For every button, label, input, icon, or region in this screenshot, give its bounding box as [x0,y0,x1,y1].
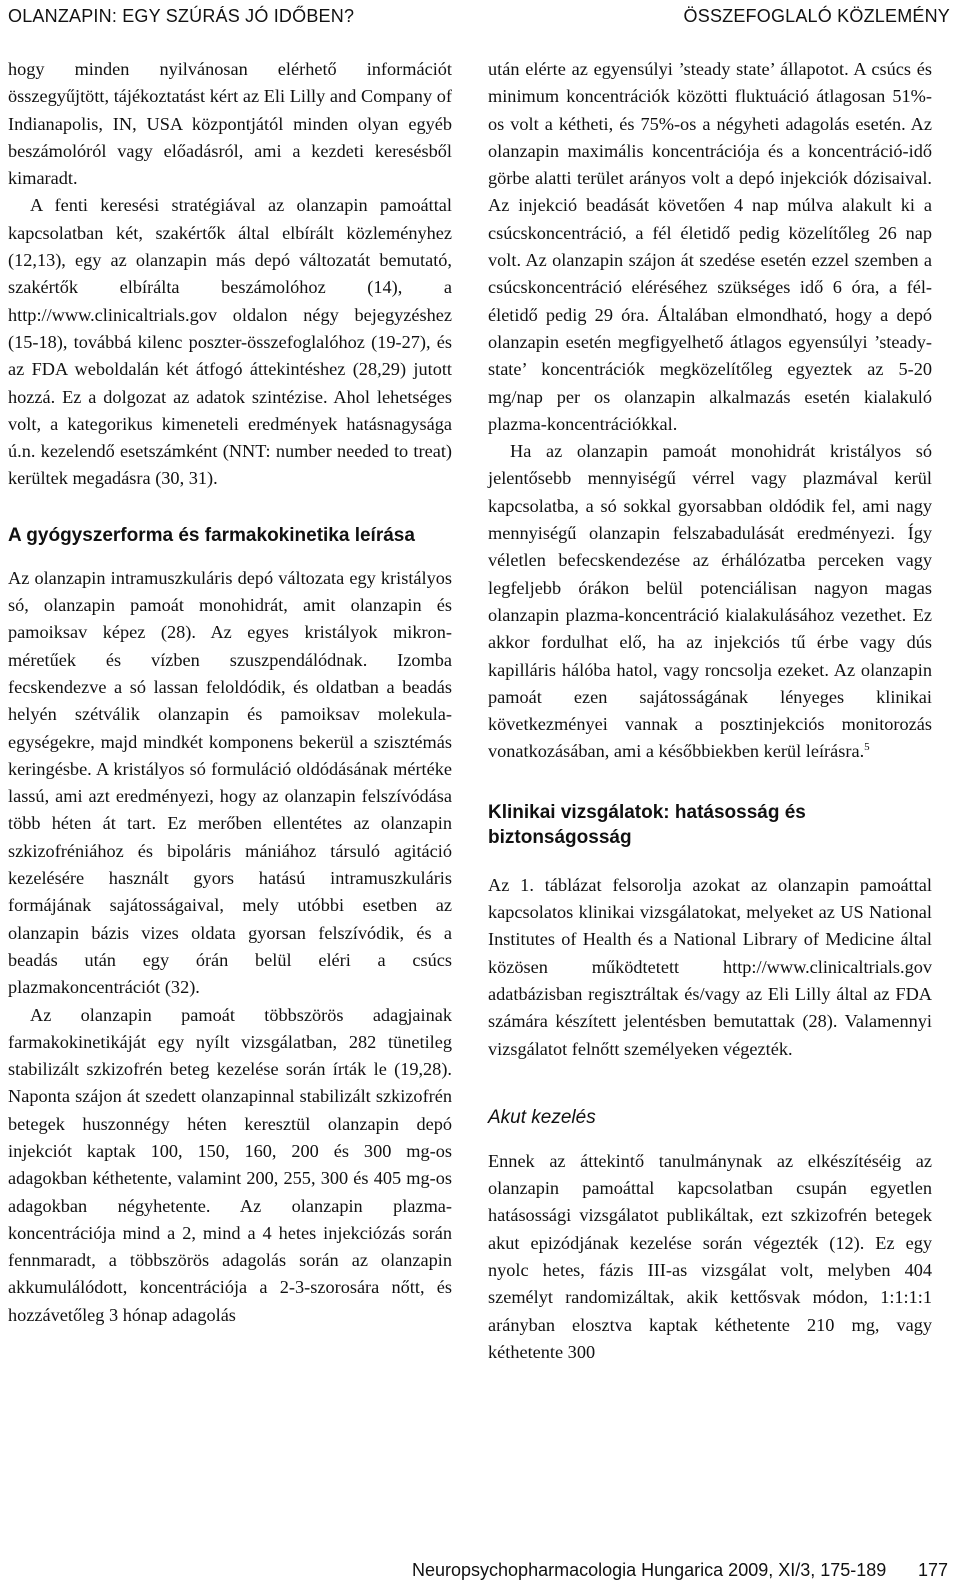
footnote-reference: 5 [864,741,870,754]
paragraph-injection-risk [488,438,932,766]
right-column [488,56,932,1366]
section-heading-formulation: A gyógyszerforma és farmakokinetika leírása [8,524,415,546]
paragraph-search-info: hogy minden nyilvánosan elérhető információt összegyűjtött, tájékoztatást kért az Eli Lilly and Company of Indianapolis, IN, USA központjától minden olyan egyéb beszámolóról vagy előadásról, ami a kezdeti keresésből kimaradt. [8,59,452,189]
paragraph-formulation: Az olanzapin intramuszkuláris depó változata egy kristályos só, olanzapin pamoát monohidrát, amit olanzapin és pamoiksav képez (28). Az egyes kristályok mikron-méretűek és vízben szuszpendálódnak. Izomba fecskendezve a só lassan feloldódik, és oldatban a beadás helyén szétválik olanzapin és pamoiksav molekula-egységekre, majd mindkét komponens bekerül a szisztémás keringésbe. A kristályos só formuláció oldódásának mértéke lassú, ami azt eredményezi, hogy az olanzapin felszívódása több héten át tart. Ez merőben ellentétes az olanzapin szkizofréniához és bipoláris mániához társuló agitáció kezelésére használt gyors hatású intramuszkuláris formájának sajátosságaival, mely utóbbi esetben az olanzapin bázis vizes oldata gyorsan felszívódik, és a beadás után egy órán belül eléri a csúcs plazmakoncentrációt (32). [8,567,452,998]
footer-journal-citation: Neuropsychopharmacologia Hungarica 2009, XI/3, 175-189 [412,1560,887,1580]
page-number: 177 [917,1560,948,1580]
paragraph-injection-risk-text: Ha az olanzapin pamoát monohidrát kristályos só jelentősebb mennyiségű vérrel vagy plazmával kerül kapcsolatba, a só sokkal gyorsabban oldódik fel, ami nagy mennyiségű olanzapin felszabadulását eredményezi. Így véletlen befecskendezése az érhálózatba perceken vagy legfeljebb órákon belül potenciálisan nagyon magas olanzapin plazma-koncentráció kialakulásához vezethet. Ez akkor fordulhat elő, ha az injekciós tű érbe vagy dús kapilláris hálóba hatol, vagy roncsolja ezeket. Az olanzapin pamoát ezen sajátosságának lényeges klinikai következményei vannak a posztinjekciós monitorozás vonatkozásában, ami a későbbiekben kerül leírásra. [488,441,932,762]
left-column [8,56,452,1329]
paragraph-acute-treatment: Ennek az áttekintő tanulmánynak az elkészítéséig az olanzapin pamoáttal kapcsolatban csupán egyetlen hatásossági vizsgálatot publikáltak, ezt szkizofrén betegek akut epizódjának kezelése során végezték (12). Ez egy nyolc hetes, fázis III-as vizsgálat volt, melyben 404 személyt randomizáltak, akik kettősvak módon, 1:1:1:1 arányban elosztva kaptak kéthetente 210 mg, vagy kéthetente 300 [488,1150,932,1362]
running-head-section: ÖSSZEFOGLALÓ KÖZLEMÉNY [683,6,950,26]
running-head-title: OLANZAPIN: EGY SZÚRÁS JÓ IDŐBEN? [8,6,355,26]
paragraph-steady-state: után elérte az egyensúlyi ’steady state’ állapotot. A csúcs és minimum koncentrációk közötti fluktuáció átlagosan 51%-os volt a kétheti, és 75%-os a négyheti adagolás esetén. Az olanzapin maximális koncentrációja és a koncentráció-idő görbe alatti terület arányos volt a depó injekciók dózisaival. Az injekció beadását követően 4 nap múlva alakult ki a csúcskoncentráció, a fél életidő pedig közelítőleg 26 nap volt. Az olanzapin szájon át szedése esetén ezzel szemben a csúcskoncentráció eléréséhez szükséges idő 6 óra, a fél-életidő pedig 29 óra. Általában elmondható, hogy a depó olanzapin esetén megfigyelhető átlagos egyensúlyi ’steady-state’ koncentrációk megközelítőleg egyeztek az 5-20 mg/nap per os olanzapin alkalmazás esetén kialakuló plazma-koncentrációkkal. [488,59,932,434]
paragraph-search-strategy: A fenti keresési stratégiával az olanzapin pamoáttal kapcsolatban két, szakértők által elbírált közleményhez (12,13), egy az olanzapin más depó változatát bemutató, szakértők elbírálta beszámolóhoz (14), a http://www.clinicaltrials.gov oldalon négy bejegyzéshez (15-18), továbbá kilenc poszter-összefoglalóhoz (19-27), és az FDA weboldalán két átfogó áttekintéshez (28,29) jutott hozzá. Ez a dolgozat az adatok szintézise. Ahol lehetséges volt, a kategorikus kimeneteli eredmények hatásnagysága ú.n. kezelendő esetszámként (NNT: number needed to treat) kerültek megadásra (30, 31). [8,195,452,489]
section-heading-clinical-trials: Klinikai vizsgálatok: hatásosság és biztonságosság [488,801,806,848]
paragraph-table-intro: Az 1. táblázat felsorolja azokat az olanzapin pamoáttal kapcsolatos klinikai vizsgálatokat, melyeket az US National Institutes of Health és a National Library of Medicine által közösen működtetett http://www.clinicaltrials.gov adatbázisban regisztráltak és/vagy az Eli Lilly által az FDA számára készített jelentésben bemutattak (28). Valamennyi vizsgálatot felnőtt személyeken végezték. [488,874,932,1059]
subsection-heading-acute: Akut kezelés [488,1106,596,1128]
paragraph-pharmacokinetics: Az olanzapin pamoát többszörös adagjainak farmakokinetikáját egy nyílt vizsgálatban, 282 tünetileg stabilizált szkizofrén beteg kezelése során írták le (19,28). Naponta szájon át szedett olanzapinnal stabilizált szkizofrén betegek huszonnégy héten keresztül olanzapin depó injekciót kaptak 100, 150, 160, 200 és 300 mg-os adagokban kéthetente, valamint 200, 255, 300 és 405 mg-os adagokban négyhetente. Az olanzapin plazma-koncentrációja mind a 2, mind a 4 hetes injekciózás során fennmaradt, a többszörös adagolás során az olanzapin akkumulálódott, koncentrációja a 2-3-szorosára nőtt, és hozzávetőleg 3 hónap adagolás [8,1004,452,1325]
